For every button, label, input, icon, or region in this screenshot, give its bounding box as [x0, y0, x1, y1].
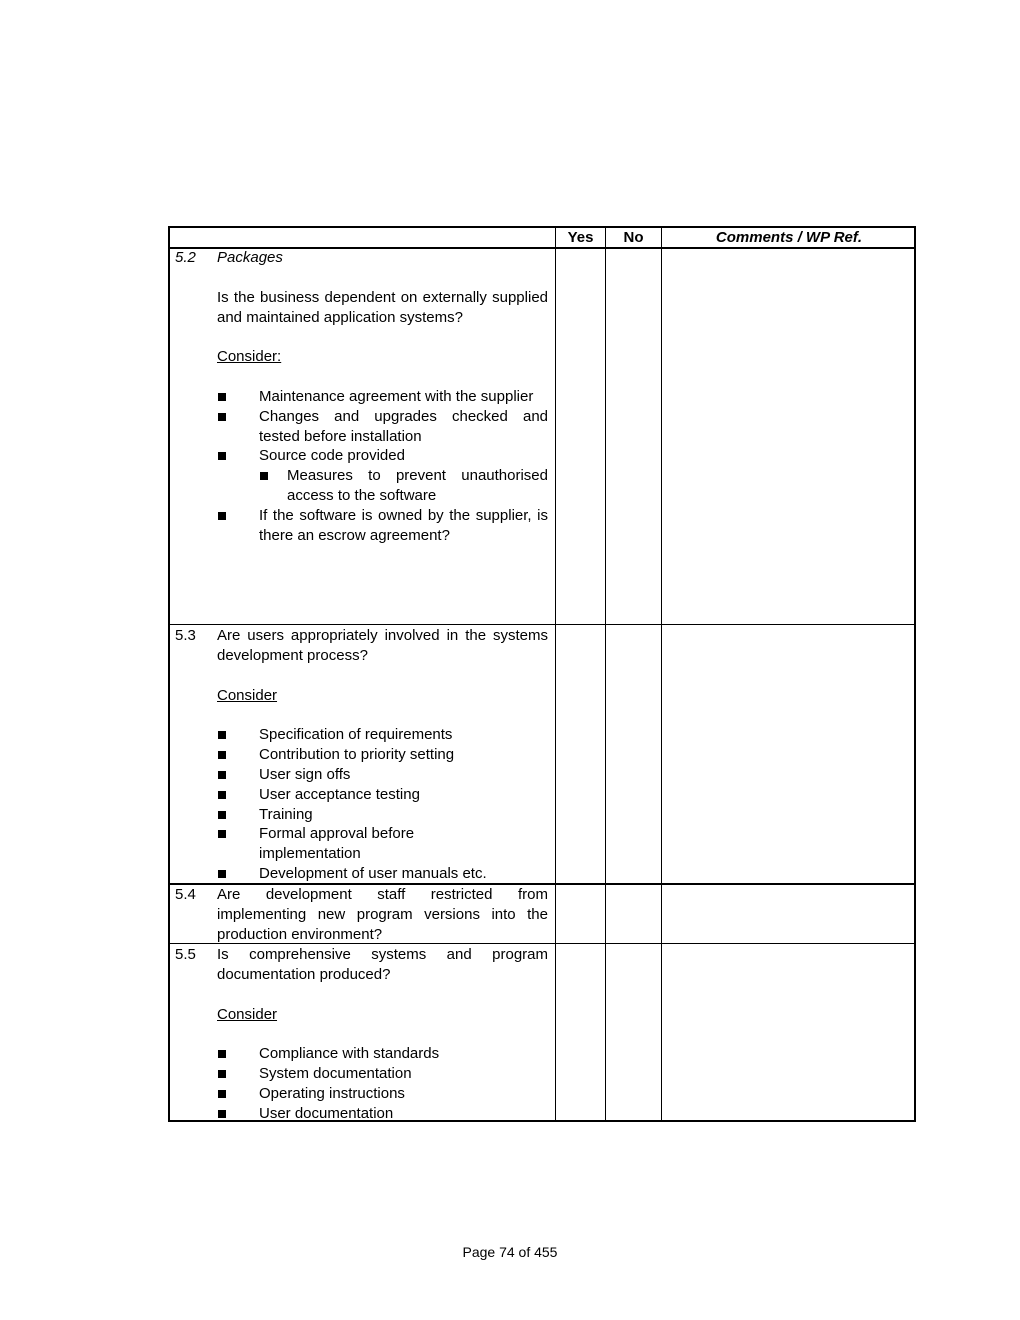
- square-bullet-icon: [218, 1050, 226, 1058]
- row-number: 5.4: [175, 886, 196, 903]
- square-bullet-icon: [218, 1110, 226, 1118]
- list-item: Formal approval before implementation: [217, 824, 548, 864]
- row-5-3-content: [217, 626, 548, 884]
- row-question: Is comprehensive systems and program documentation produced?: [217, 946, 548, 983]
- square-bullet-icon: [218, 413, 226, 421]
- row-question: Are development staff restricted from implementing new program versions into the production environment?: [217, 886, 548, 943]
- comments-column-header: Comments / WP Ref.: [715, 229, 863, 246]
- square-bullet-icon: [218, 811, 226, 819]
- checklist-table: [168, 226, 916, 1122]
- consider-label: Consider: [217, 1005, 278, 1023]
- row-question: Are users appropriately involved in the systems development process?: [217, 627, 548, 664]
- list-item: Training: [217, 805, 548, 825]
- square-bullet-icon: [218, 731, 226, 739]
- row-number: 5.3: [175, 627, 196, 644]
- list-item: User sign offs: [217, 765, 548, 785]
- list-item: User documentation: [217, 1104, 548, 1124]
- consider-label: Consider: [217, 686, 278, 704]
- no-column-header: No: [623, 229, 644, 246]
- consider-label: Consider:: [217, 348, 282, 366]
- list-item: System documentation: [217, 1064, 548, 1084]
- row-divider: [170, 624, 914, 625]
- square-bullet-icon: [218, 870, 226, 878]
- row-number: 5.2: [175, 249, 196, 266]
- square-bullet-icon: [218, 1070, 226, 1078]
- list-item: Maintenance agreement with the supplier: [217, 387, 548, 407]
- page-number: Page 74 of 455: [462, 1244, 558, 1260]
- list-item: Contribution to priority setting: [217, 745, 548, 765]
- row-number: 5.5: [175, 946, 196, 963]
- yes-column-header: Yes: [567, 229, 594, 246]
- square-bullet-icon: [218, 791, 226, 799]
- square-bullet-icon: [218, 393, 226, 401]
- row-5-2-content: [217, 248, 548, 546]
- column-divider: [605, 228, 606, 1120]
- square-bullet-icon: [218, 512, 226, 520]
- list-item: If the software is owned by the supplier, is there an escrow agreement?: [217, 506, 548, 546]
- list-item: Compliance with standards: [217, 1044, 548, 1064]
- square-bullet-icon: [218, 1090, 226, 1098]
- column-divider: [661, 228, 662, 1120]
- row-heading: Packages: [217, 249, 283, 266]
- column-divider: [555, 228, 556, 1120]
- square-bullet-icon: [218, 452, 226, 460]
- list-item: Source code provided: [217, 446, 548, 466]
- row-question: Is the business dependent on externally supplied and maintained application systems?: [217, 288, 548, 326]
- row-5-5-content: [217, 945, 548, 1124]
- square-bullet-icon: [218, 771, 226, 779]
- list-item: User acceptance testing: [217, 785, 548, 805]
- list-item: Development of user manuals etc.: [217, 864, 548, 884]
- list-item: Specification of requirements: [217, 725, 548, 745]
- list-item: Operating instructions: [217, 1084, 548, 1104]
- square-bullet-icon: [218, 751, 226, 759]
- row-5-4-content: [217, 885, 548, 945]
- square-bullet-icon: [218, 830, 226, 838]
- sub-list-item: Measures to prevent unauthorised access to the software: [217, 466, 548, 506]
- list-item: Changes and upgrades checked and tested before installation: [217, 407, 548, 447]
- square-bullet-icon: [260, 472, 268, 480]
